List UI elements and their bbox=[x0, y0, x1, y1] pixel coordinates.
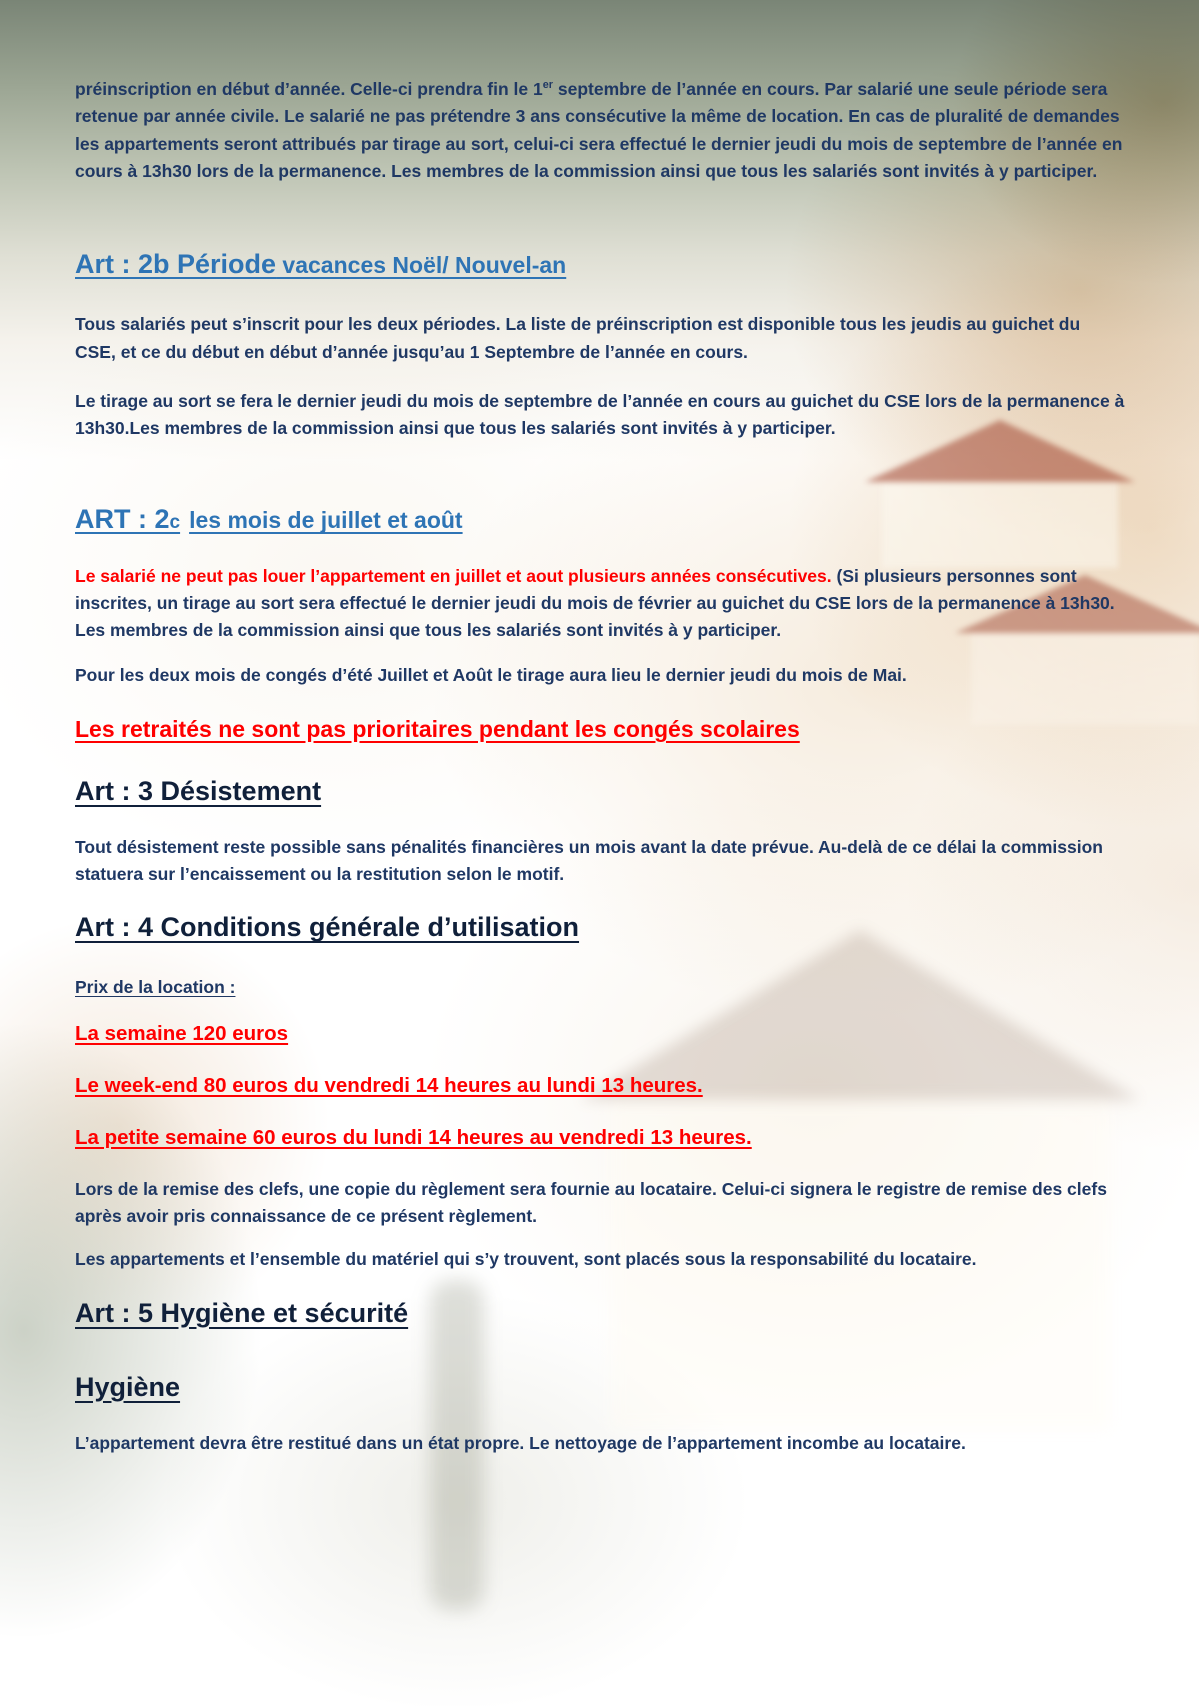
intro-text-before: préinscription en début d’année. Celle-ci prendra fin le 1 bbox=[75, 79, 543, 99]
art-4-paragraph-2: Les appartements et l’ensemble du matériel qui s’y trouvent, sont placés sous la responsabilité du locataire. bbox=[75, 1249, 977, 1270]
art-2b-paragraph-1: Tous salariés peut s’inscrit pour les deux périodes. La liste de préinscription est disponible tous les jeudis au guichet du CSE, et ce du début en début d’année jusqu’au 1 Septembre de l’année en cours. bbox=[75, 314, 1081, 362]
art-5-paragraph: L’appartement devra être restitué dans un état propre. Le nettoyage de l’appartement incombe au locataire. bbox=[75, 1432, 966, 1453]
art-2c-paragraph-2: Pour les deux mois de congés d’été Juillet et Août le tirage aura lieu le dernier jeudi du mois de Mai. bbox=[75, 665, 907, 686]
art-2c-red-sentence: Le salarié ne peut pas louer l’appartement en juillet et aout plusieurs années consécutives. bbox=[75, 565, 832, 586]
art-2b-heading-main: Art : 2b Période bbox=[75, 249, 277, 280]
intro-paragraph bbox=[75, 76, 1125, 185]
art-4-paragraph-1: Lors de la remise des clefs, une copie du règlement sera fournie au locataire. Celui-ci signera le registre de remise des clefs après avoir pris connaissance de ce présent règlement. bbox=[75, 1178, 1107, 1226]
retirees-notice-heading: Les retraités ne sont pas prioritaires pendant les congés scolaires bbox=[75, 715, 800, 742]
art-5-heading: Art : 5 Hygiène et sécurité bbox=[75, 1297, 409, 1328]
art-2b-heading bbox=[75, 243, 1125, 285]
art-2c-heading bbox=[75, 498, 1125, 540]
hygiene-subheading: Hygiène bbox=[75, 1371, 181, 1402]
art-2c-paragraph-1 bbox=[75, 563, 1125, 645]
art-2b-paragraph-2: Le tirage au sort se fera le dernier jeudi du mois de septembre de l’année en cours au guichet du CSE lors de la permanence à 13h30.Les membres de la commission ainsi que tous les salariés sont invités à y participer. bbox=[75, 390, 1125, 439]
art-2c-blue-sentence: (Si plusieurs personnes sont inscrites, un tirage au sort sera effectué le dernier jeudi du mois de février au guichet du CSE lors de la permanence à 13h30. Les membres de la commission ainsi que tous les salariés sont invités à y participer. bbox=[75, 565, 1115, 641]
art-4-heading: Art : 4 Conditions générale d’utilisation bbox=[75, 912, 580, 943]
art-2b-heading-sub: vacances Noël/ Nouvel-an bbox=[276, 252, 567, 279]
price-weekend: Le week-end 80 euros du vendredi 14 heures au lundi 13 heures. bbox=[75, 1073, 703, 1097]
price-small-week: La petite semaine 60 euros du lundi 14 heures au vendredi 13 heures. bbox=[75, 1125, 752, 1149]
intro-text-after: septembre de l’année en cours. Par salarié une seule période sera retenue par année civile. Le salarié ne pas prétendre 3 ans consécutive la même de location. En cas de pluralité de demandes les appartements seront attribués par tirage au sort, celui-ci sera effectué le dernier jeudi du mois de septembre de l’année en cours à 13h30 lors de la permanence. Les membres de la commission ainsi que tous les salariés sont invités à y participer. bbox=[75, 79, 1123, 181]
art-3-paragraph: Tout désistement reste possible sans pénalités financières un mois avant la date prévue. Au-delà de ce délai la commission statuera sur l’encaissement ou la restitution selon le motif. bbox=[75, 836, 1103, 885]
art-3-heading: Art : 3 Désistement bbox=[75, 775, 322, 806]
ordinal-superscript: er bbox=[542, 79, 553, 92]
price-week: La semaine 120 euros bbox=[75, 1021, 289, 1045]
art-2c-heading-letter: c bbox=[169, 512, 181, 534]
art-2c-heading-sub: les mois de juillet et août bbox=[189, 507, 463, 534]
art-2c-heading-main: ART : 2 bbox=[75, 504, 170, 535]
price-label: Prix de la location : bbox=[75, 977, 236, 998]
